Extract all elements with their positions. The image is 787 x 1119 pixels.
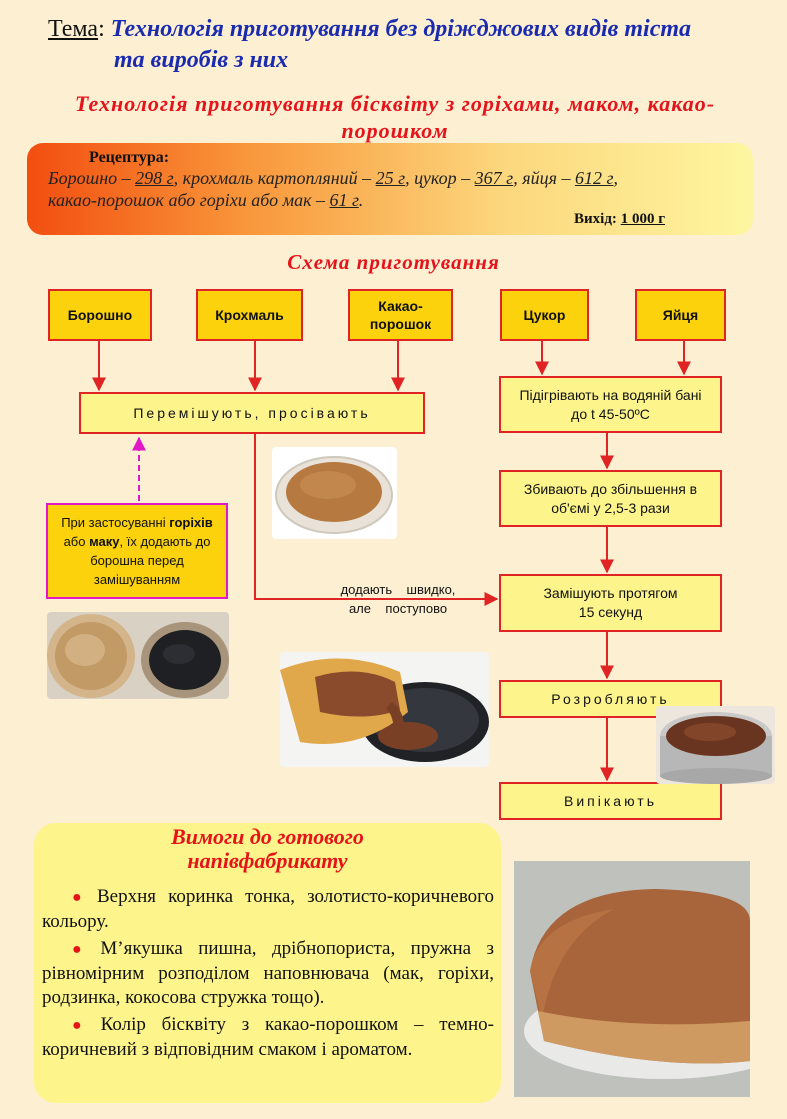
step-beat-line2: об'ємі у 2,5-3 рази	[551, 499, 670, 516]
note-poppy: маку	[89, 534, 120, 549]
requirements-panel	[34, 823, 501, 1103]
recipe-text-part: ,	[613, 168, 618, 188]
note-part: , їх додають до борошна перед замішуванням	[90, 534, 211, 587]
step-portion: Розробляють	[499, 680, 722, 718]
requirements-list	[42, 885, 494, 1065]
note-nuts: горіхів	[169, 515, 213, 530]
step-heat-line1: Підігрівають на водяній бані	[519, 386, 702, 403]
recipe-heading: Рецептура:	[89, 149, 170, 166]
requirement-item	[42, 1013, 494, 1062]
baked-sponge-photo	[514, 861, 750, 1097]
step-knead	[499, 574, 722, 632]
requirements-title-line2: напівфабрикату	[187, 848, 348, 873]
note-part: або	[63, 534, 90, 549]
yield-label: Вихід:	[574, 211, 617, 227]
step-heat	[499, 376, 722, 433]
ingredient-flour: Борошно	[48, 289, 152, 341]
ingredient-starch: Крохмаль	[196, 289, 303, 341]
topic-title-line1: Технологія приготування без дріжджових видів тіста	[110, 16, 692, 42]
requirement-text: М’якушка пишна, дрібнопориста, пружна з рівномірним розподілом наповнювача (мак, горіхи, родзинка, кокосова стружка тощо).	[42, 938, 494, 1008]
ingredient-sugar: Цукор	[500, 289, 589, 341]
recipe-text-part: , цукор –	[405, 168, 475, 188]
subtitle-line1: Технологія приготування бісквіту з горіхами, маком, какао-	[74, 91, 716, 116]
step-mix-sift: Перемішують, просівають	[79, 392, 425, 434]
step-beat	[499, 470, 722, 527]
requirement-text: Верхня коринка тонка, золотисто-коричневого кольору.	[42, 886, 494, 932]
ingredient-cocoa-line1: Какао-	[378, 298, 423, 314]
bullet-icon: ●	[72, 889, 89, 906]
note-text	[54, 513, 220, 589]
step-knead-line2: 15 секунд	[578, 604, 643, 620]
step-heat-line2: до t 45-50ºС	[571, 405, 650, 422]
subtitle-line2: порошком	[341, 118, 449, 143]
requirement-item	[42, 885, 494, 934]
requirements-title-line1: Вимоги до готового	[171, 824, 364, 849]
topic-colon: :	[98, 16, 105, 42]
recipe-amount: 298 г	[135, 168, 174, 188]
bullet-icon: ●	[72, 1017, 93, 1034]
bullet-icon: ●	[72, 941, 93, 958]
flow-label	[318, 580, 478, 618]
yield-value: 1 000 г	[620, 211, 665, 227]
topic-title-line2: та виробів з них	[114, 47, 289, 73]
recipe-text-part: какао-порошок або горіхи або мак –	[48, 190, 330, 210]
flow-label-line2: але поступово	[348, 601, 448, 616]
requirement-item	[42, 937, 494, 1010]
step-beat-line1: Збивають до збільшення в	[523, 480, 698, 497]
flow-label-line1: додають швидко,	[340, 582, 456, 597]
recipe-text-part: Борошно –	[48, 168, 136, 188]
cocoa-powder-photo	[272, 447, 397, 539]
ingredient-cocoa-line2: порошок	[369, 316, 432, 332]
recipe-amount: 612 г	[574, 168, 614, 188]
ingredient-eggs: Яйця	[635, 289, 726, 341]
requirement-text: Колір бісквіту з какао-порошком – темно-коричневий з відповідним смаком і ароматом.	[42, 1014, 494, 1060]
recipe-amount: 61 г	[329, 190, 359, 210]
ingredient-cocoa	[348, 289, 453, 341]
recipe-text-part: .	[358, 190, 364, 210]
nuts-poppy-note	[46, 503, 228, 599]
step-knead-line1: Замішують протягом	[543, 585, 678, 601]
step-bake: Випікають	[499, 782, 722, 820]
recipe-amount: 25 г	[375, 168, 406, 188]
nuts-poppy-photo	[47, 612, 229, 699]
batter-pan-photo	[656, 706, 775, 784]
scheme-title: Схема приготування	[287, 250, 500, 274]
recipe-text-part: , яйця –	[513, 168, 575, 188]
topic-label: Тема	[48, 16, 99, 42]
recipe-text-part: , крохмаль картопляний –	[173, 168, 376, 188]
batter-pouring-photo	[280, 652, 489, 767]
recipe-amount: 367 г	[474, 168, 514, 188]
note-part: При застосуванні	[61, 515, 170, 530]
